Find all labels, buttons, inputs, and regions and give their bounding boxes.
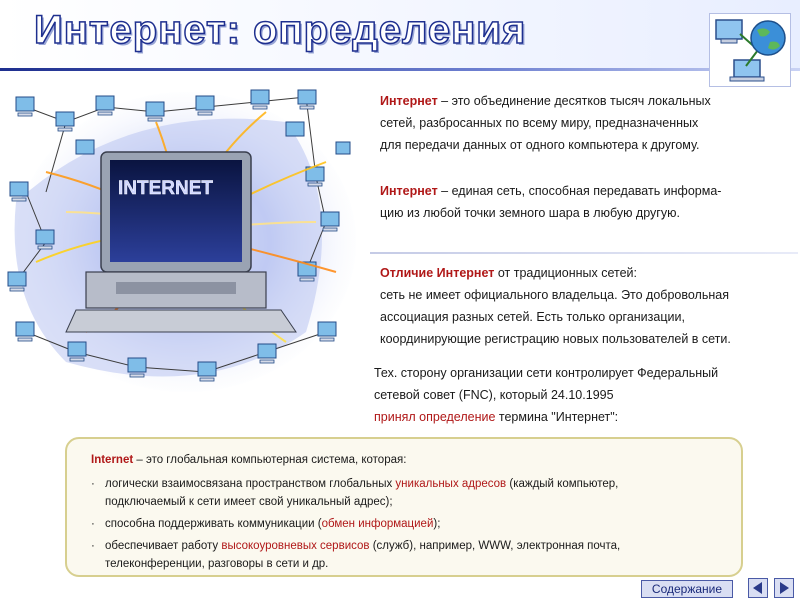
box-item-text: (каждый компьютер, — [506, 478, 619, 490]
section-divider — [370, 252, 798, 254]
box-item-text: подключаемый к сети имеет свой уникальный адрес); — [105, 496, 393, 508]
difference-text: координирующие регистрацию новых пользователей в сети. — [380, 332, 731, 346]
box-item-highlight: обмен информацией — [321, 518, 434, 530]
box-intro: – это глобальная компьютерная система, которая: — [133, 454, 407, 466]
fnc-text: Тех. сторону организации сети контролирует Федеральный — [374, 366, 719, 380]
triangle-left-icon — [749, 579, 767, 597]
fnc-highlight: принял определение — [374, 410, 496, 424]
fnc-text: термина "Интернет": — [495, 410, 619, 424]
bullet-icon: · — [91, 518, 95, 530]
prev-slide-button[interactable] — [748, 578, 768, 598]
fnc-text: сетевой совет (FNC), который 24.10.1995 — [374, 388, 614, 402]
box-item-highlight: высокоуровневых сервисов — [221, 540, 370, 552]
page-title: Интернет: определения — [34, 8, 527, 52]
next-slide-button[interactable] — [774, 578, 794, 598]
monitor-text: INTERNET — [118, 178, 213, 199]
definition-keyword: Интернет — [380, 94, 438, 108]
box-item-text: логически взаимосвязана пространством глобальных — [105, 478, 396, 490]
box-item-text: обеспечивает работу — [105, 540, 222, 552]
box-item-text: телеконференции, разговоры в сети и др. — [105, 558, 329, 570]
box-keyword: Internet — [91, 454, 134, 466]
internet-network-illustration — [6, 82, 356, 404]
definition-text: для передачи данных от одного компьютера к другому. — [380, 138, 700, 152]
contents-button[interactable]: Содержание — [641, 580, 733, 598]
network-globe-icon — [709, 13, 791, 87]
definition-text: – это объединение десятков тысяч локальных — [437, 94, 711, 108]
definition-text: цию из любой точки земного шара в любую другую. — [380, 206, 680, 220]
difference-text: ассоциация разных сетей. Есть только организации, — [380, 310, 685, 324]
definition-text: сетей, разбросанных по всему миру, предназначенных — [380, 116, 699, 130]
difference-heading-rest: от традиционных сетей: — [494, 266, 638, 280]
box-item-highlight: уникальных адресов — [395, 478, 507, 490]
fnc-paragraph — [374, 362, 718, 428]
definition-paragraph-2 — [380, 180, 721, 224]
difference-paragraph — [380, 262, 731, 350]
bullet-icon: · — [91, 478, 95, 490]
box-item-text: ); — [433, 518, 441, 530]
title-divider — [0, 68, 800, 71]
difference-heading: Отличие Интернет — [380, 266, 495, 280]
definition-text: – единая сеть, способная передавать информа- — [437, 184, 722, 198]
difference-text: сеть не имеет официального владельца. Это добровольная — [380, 288, 729, 302]
box-item-text: (служб), например, WWW, электронная почта, — [369, 540, 621, 552]
box-item-text: способна поддерживать коммуникации ( — [105, 518, 322, 530]
triangle-right-icon — [775, 579, 793, 597]
definition-paragraph-1 — [380, 90, 711, 156]
definition-keyword: Интернет — [380, 184, 438, 198]
fnc-definition-box — [65, 437, 743, 577]
bullet-icon: · — [91, 540, 95, 552]
